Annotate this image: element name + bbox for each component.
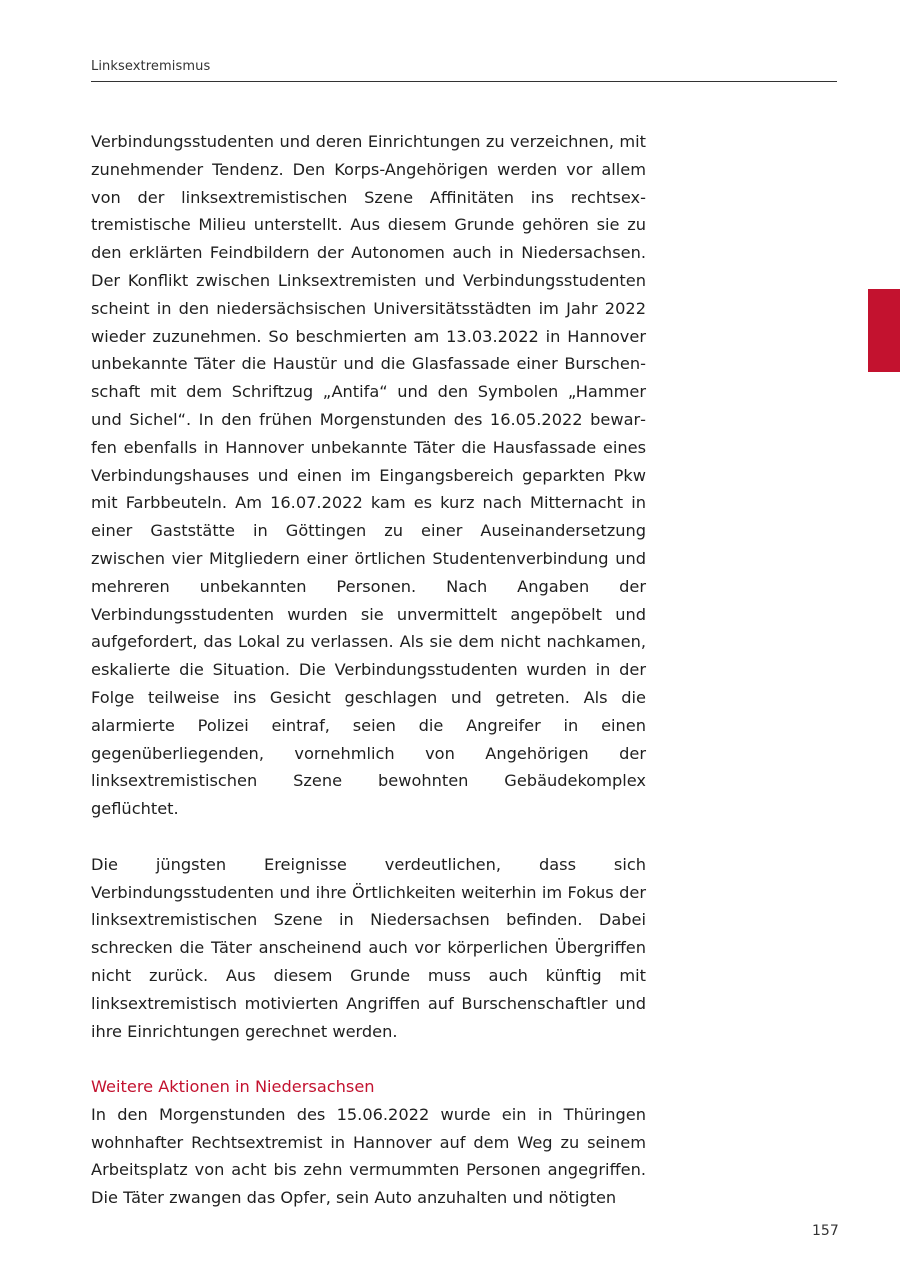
main-text-column [91, 128, 646, 1212]
header-rule [91, 81, 837, 82]
paragraph-spacer [91, 1045, 646, 1073]
section-heading: Weitere Aktionen in Niedersachsen [91, 1077, 375, 1097]
body-paragraph-2: Die jüngsten Ereignisse verdeutlichen, dass sich Verbindungsstudenten und ihre Örtlichkeiten weiterhin im Fokus der linksextremistischen Szene in Niedersachsen befinden. Dabei schrecken die Täter anscheinend auch vor körperlichen Übergriffen nicht zurück. Aus diesem Grunde muss auch künftig mit linksextremistisch motivierten Angriffen auf Burschenschaftler und ihre Einrichtungen gerechnet werden. [91, 854, 646, 1041]
chapter-tab-marker [868, 289, 900, 372]
page-number: 157 [812, 1223, 839, 1239]
running-header: Linksextremismus [91, 59, 211, 74]
body-paragraph-1: Verbindungsstudenten und deren Einrichtungen zu verzeichnen, mit zunehmender Tendenz. Den Korps-Angehörigen werden vor allem von der linksextremistischen Szene Affinitäten ins rechtsextremistische Milieu unterstellt. Aus diesem Grunde gehören sie zu den erklärten Feindbildern der Autonomen auch in Niedersachsen. Der Konflikt zwischen Linksextremisten und Verbindungsstudenten scheint in den niedersächsischen Universitätsstädten im Jahr 2022 wieder zuzunehmen. So beschmierten am 13.03.2022 in Hannover unbekannte Täter die Haustür und die Glasfassade einer Burschenschaft mit dem Schriftzug „Antifa“ und den Symbolen „Hammer und Sichel“. In den frühen Morgenstunden des 16.05.2022 bewarfen ebenfalls in Hannover unbekannte Täter die Hausfassade eines Verbindungshauses und einen im Eingangsbereich geparkten Pkw mit Farbbeuteln. Am 16.07.2022 kam es kurz nach Mitternacht in einer Gaststätte in Göttingen zu einer Auseinandersetzung zwischen vier Mitgliedern einer örtlichen Studentenverbindung und mehreren unbekannten Personen. Nach Angaben der Verbindungsstudenten wurden sie unvermittelt angepöbelt und aufgefordert, das Lokal zu verlassen. Als sie dem nicht nachkamen, eskalierte die Situation. Die Verbindungsstudenten wurden in der Folge teilweise ins Gesicht geschlagen und getreten. Als die alarmierte Polizei eintraf, seien die Angreifer in einen gegenüberliegenden, vornehmlich von Angehörigen der linksextremistischen Szene bewohnten Gebäudekomplex geflüchtet. [91, 132, 646, 819]
paragraph-spacer [91, 823, 646, 851]
body-paragraph-3: In den Morgenstunden des 15.06.2022 wurde ein in Thüringen wohnhafter Rechtsextremist in Hannover auf dem Weg zu seinem Arbeitsplatz von acht bis zehn vermummten Personen angegriffen. Die Täter zwangen das Opfer, sein Auto anzuhalten und nötigten [91, 1104, 646, 1208]
